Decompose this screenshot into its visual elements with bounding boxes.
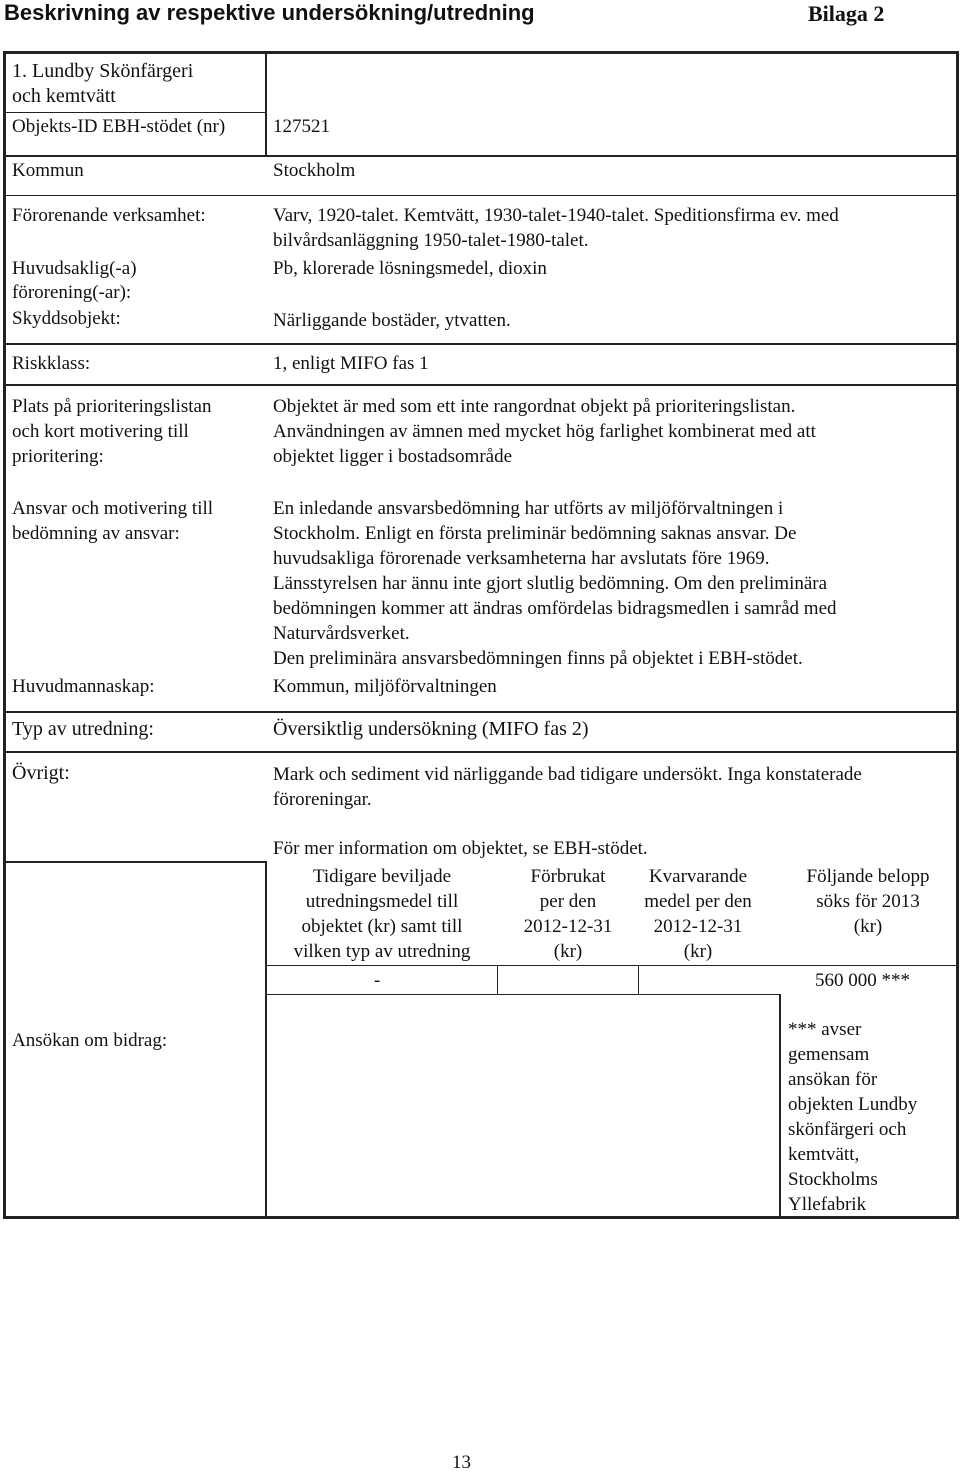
- grant-col1-value: -: [374, 970, 381, 991]
- grant-label: Ansökan om bidrag:: [12, 1030, 168, 1051]
- ansvar-value-line2: Stockholm. Enligt en första preliminär bedömning saknas ansvar. De: [273, 523, 797, 544]
- kommun-value: Stockholm: [273, 160, 356, 181]
- riskklass-value: 1, enligt MIFO fas 1: [273, 353, 429, 374]
- grant-note: *** avser gemensam ansökan för objekten Lundby skönfärgeri och kemtvätt, Stockholms Yllefabrik: [788, 1019, 918, 1215]
- plats-value-line2: Användningen av ämnen med mycket hög farlighet kombinerat med att: [273, 421, 816, 442]
- typ-label: Typ av utredning:: [12, 718, 154, 740]
- ansvar-value-line4: Länsstyrelsen har ännu inte gjort slutlig bedömning. Om den preliminära: [273, 573, 828, 594]
- ansvar-value-line5: bedömningen kommer att ändras omfördelas bidragsmedlen i samråd med: [273, 598, 837, 619]
- grant-col4-header: Följande belopp söks för 2013 (kr): [806, 866, 930, 937]
- skydd-label: Skyddsobjekt:: [12, 308, 121, 329]
- plats-label-line3: prioritering:: [12, 446, 104, 467]
- ansvar-value-line7: Den preliminära ansvarsbedömningen finns på objektet i EBH-stödet.: [273, 648, 803, 669]
- typ-value: Översiktlig undersökning (MIFO fas 2): [273, 718, 589, 740]
- verksamhet-label: Förorenande verksamhet:: [12, 205, 206, 226]
- object-name-line2: och kemtvätt: [12, 85, 116, 107]
- ansvar-value-line6: Naturvårdsverket.: [273, 623, 410, 644]
- object-id-value: 127521: [273, 116, 330, 137]
- ansvar-label-line2: bedömning av ansvar:: [12, 523, 180, 544]
- fororening-value: Pb, klorerade lösningsmedel, dioxin: [273, 258, 547, 279]
- ovrigt-value-line2: föroreningar.: [273, 789, 372, 810]
- object-id-label: Objekts-ID EBH-stödet (nr): [12, 116, 226, 137]
- fororening-label-line2: förorening(-ar):: [12, 282, 132, 303]
- document-title: Beskrivning av respektive undersökning/utredning: [4, 0, 535, 25]
- plats-label-line2: och kort motivering till: [12, 421, 189, 442]
- object-name-line1: 1. Lundby Skönfärgeri: [12, 60, 194, 82]
- page-number: 13: [452, 1452, 471, 1473]
- riskklass-label: Riskklass:: [12, 353, 91, 374]
- fororening-label-line1: Huvudsaklig(-a): [12, 258, 137, 279]
- verksamhet-line2: bilvårdsanläggning 1950-talet-1980-talet.: [273, 230, 589, 251]
- ansvar-label-line1: Ansvar och motivering till: [12, 498, 214, 519]
- plats-value-line1: Objektet är med som ett inte rangordnat objekt på prioriteringslistan.: [273, 396, 796, 417]
- huvudmann-value: Kommun, miljöförvaltningen: [273, 676, 497, 697]
- grant-col3-header: Kvarvarande medel per den 2012-12-31 (kr): [644, 866, 752, 962]
- grant-col1-header: Tidigare beviljade utredningsmedel till objektet (kr) samt till vilken typ av utredning: [293, 866, 471, 962]
- grant-col4-value: 560 000 ***: [815, 970, 910, 991]
- ansvar-value-line3: huvudsakliga förorenade verksamheterna har avslutats före 1969.: [273, 548, 770, 569]
- huvudmann-label: Huvudmannaskap:: [12, 676, 155, 697]
- plats-label-line1: Plats på prioriteringslistan: [12, 396, 212, 417]
- ovrigt-value-line1: Mark och sediment vid närliggande bad tidigare undersökt. Inga konstaterade: [273, 764, 862, 785]
- verksamhet-line1: Varv, 1920-talet. Kemtvätt, 1930-talet-1940-talet. Speditionsfirma ev. med: [273, 205, 839, 226]
- appendix-label: Bilaga 2: [808, 1, 885, 26]
- kommun-label: Kommun: [12, 160, 84, 181]
- ovrigt-label: Övrigt:: [12, 762, 70, 784]
- grant-col2-header: Förbrukat per den 2012-12-31 (kr): [523, 866, 613, 962]
- more-info-text: För mer information om objektet, se EBH-stödet.: [273, 838, 648, 859]
- ansvar-value-line1: En inledande ansvarsbedömning har utförts av miljöförvaltningen i: [273, 498, 784, 519]
- skydd-value: Närliggande bostäder, ytvatten.: [273, 310, 511, 331]
- plats-value-line3: objektet ligger i bostadsområde: [273, 446, 513, 467]
